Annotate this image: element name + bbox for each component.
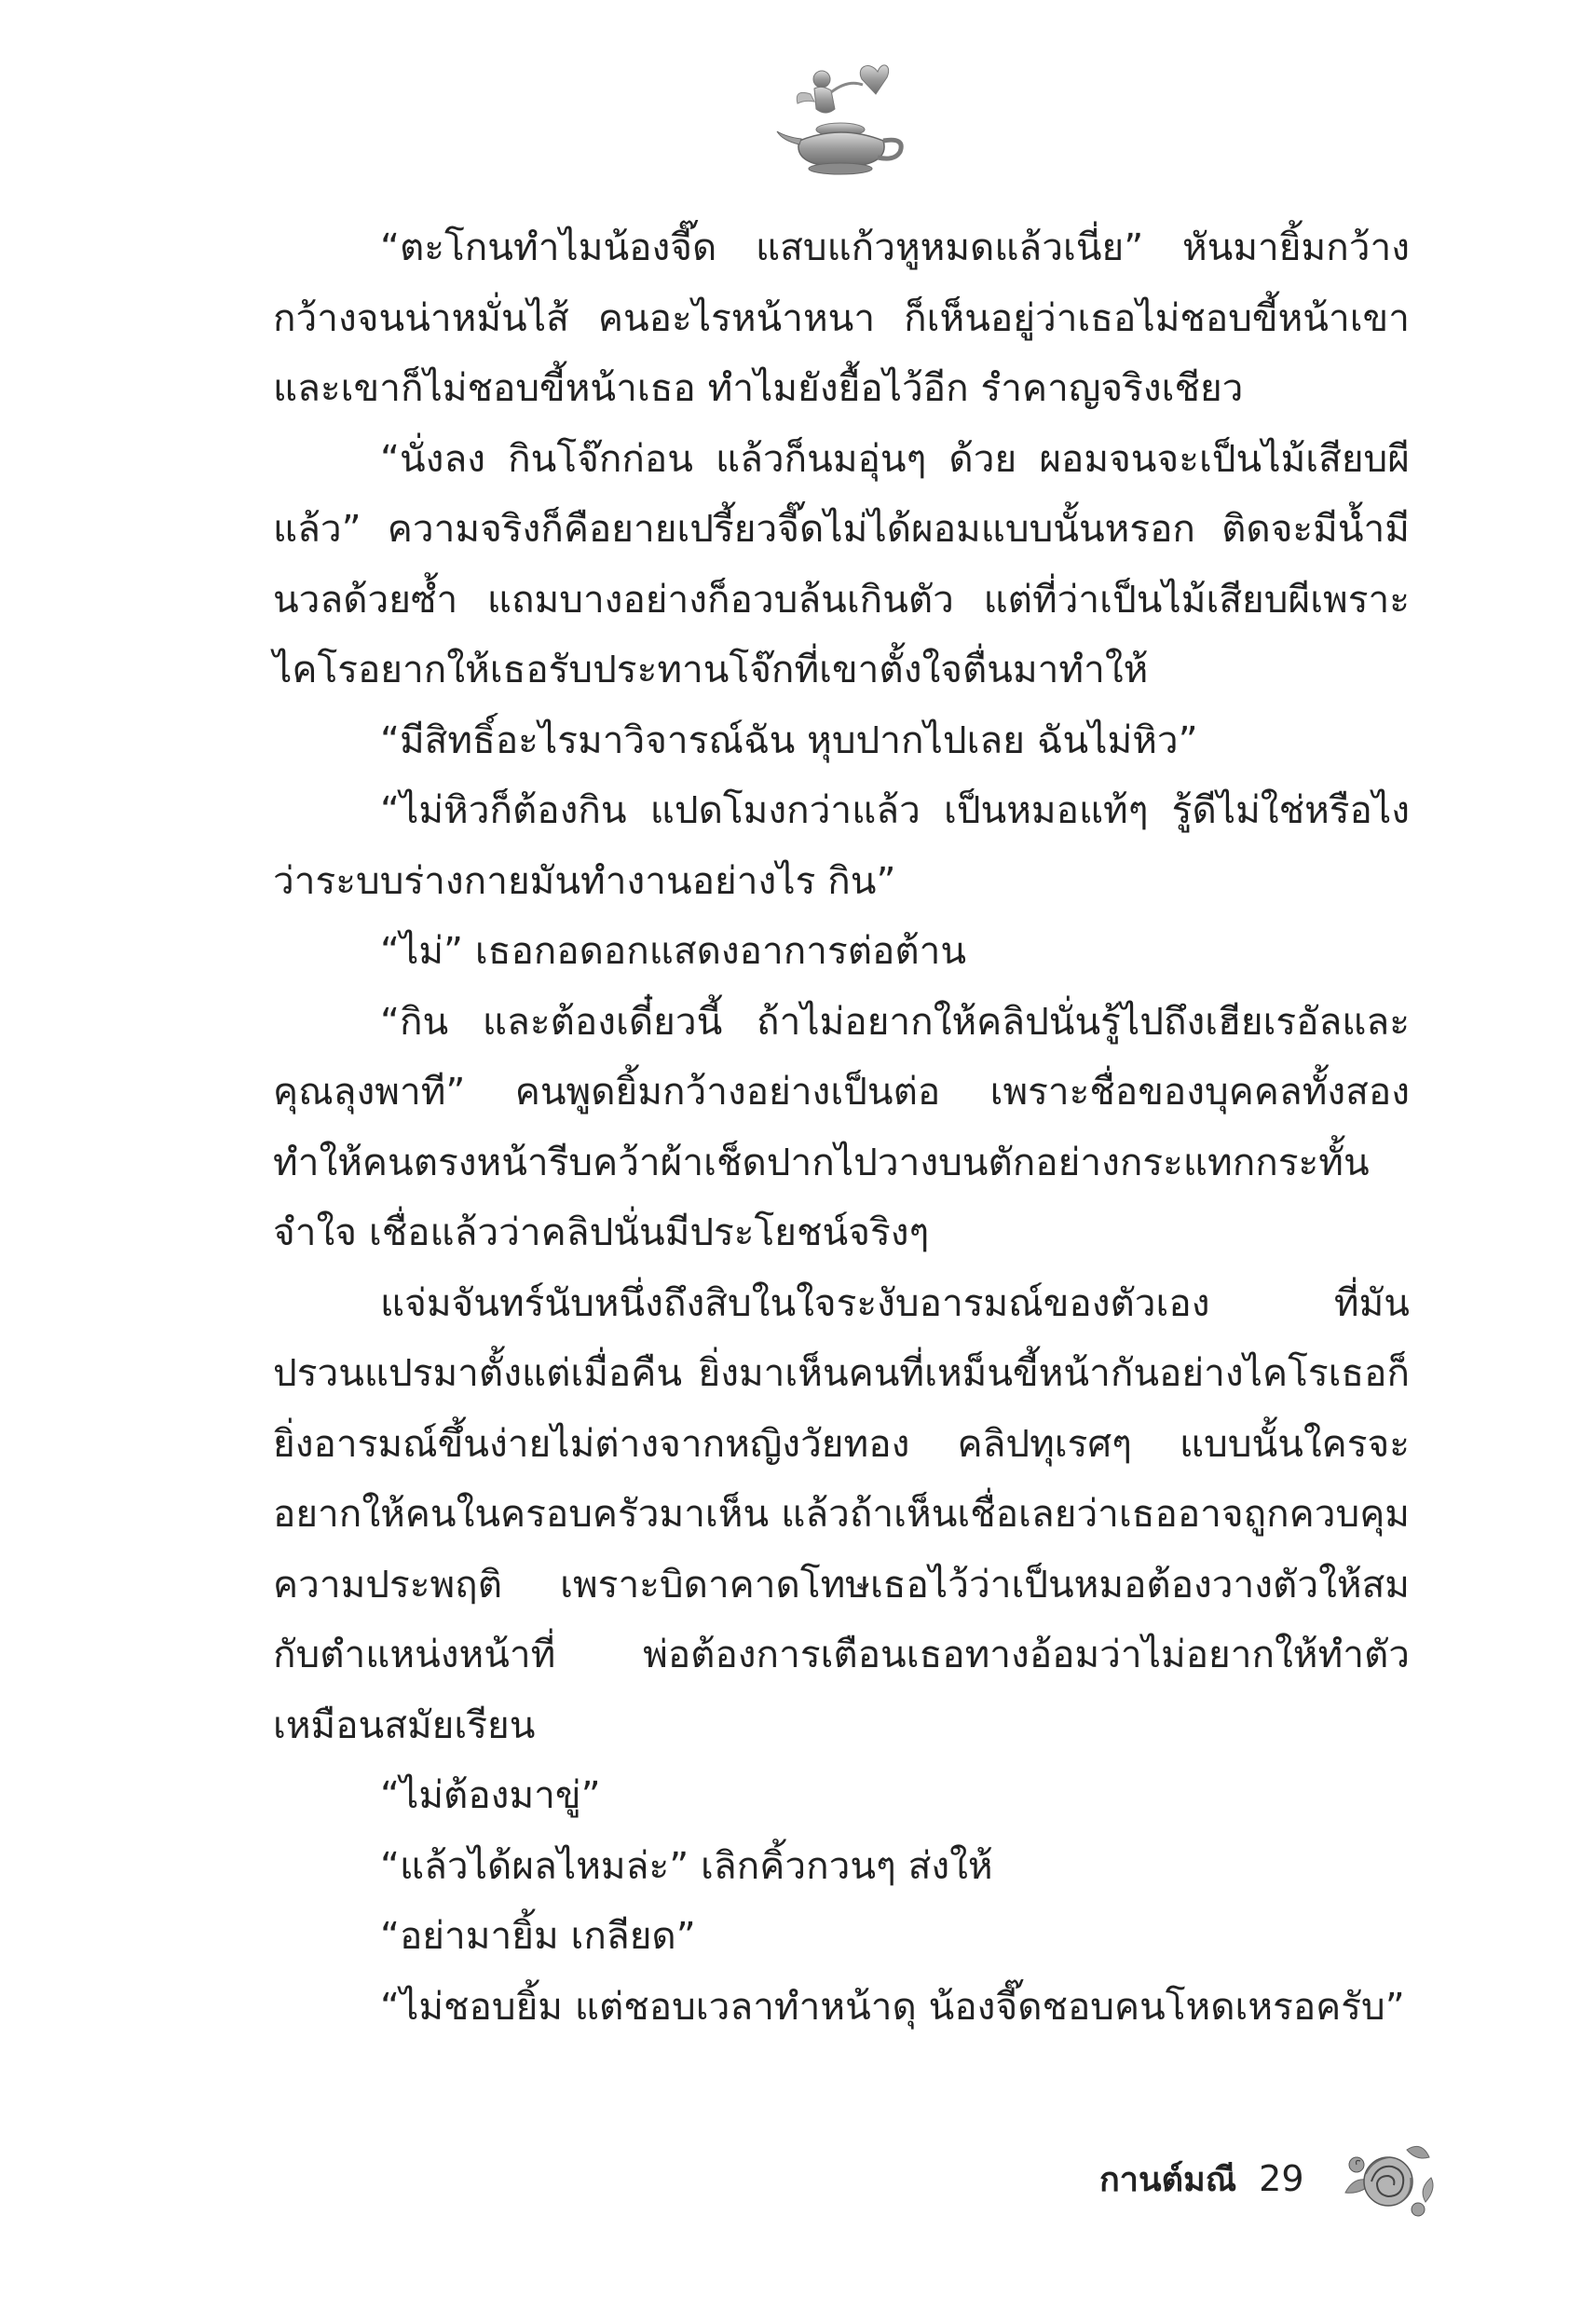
paragraph: “แล้วได้ผลไหมล่ะ” เลิกคิ้วกวนๆ ส่งให้ bbox=[380, 1842, 993, 1888]
paragraph: “นั่งลง กินโจ๊กก่อน แล้วก็นมอุ่นๆ ด้วย ผอมจนจะเป็นไม้เสียบผีแล้ว” ความจริงก็คือยายเปรี้ยวจี๊ดไม่ได้ผอมแบบนั้นหรอก ติดจะมีน้ำมีนวลด้วยซ้ำ แถมบางอย่างก็อวบล้นเกินตัว แต่ที่ว่าเป็นไม้เสียบผีเพราะไคโรอยากให้เธอรับประทานโจ๊กที่เขาตั้งใจตื่นมาทำให้ bbox=[273, 435, 1410, 691]
paragraph: “อย่ามายิ้ม เกลียด” bbox=[380, 1913, 696, 1958]
paragraph: แจ่มจันทร์นับหนึ่งถึงสิบในใจระงับอารมณ์ของตัวเอง ที่มันปรวนแปรมาตั้งแต่เมื่อคืน ยิ่งมาเห็นคนที่เหม็นขี้หน้ากันอย่างไคโรเธอก็ยิ่งอารมณ์ขึ้นง่ายไม่ต่างจากหญิงวัยทอง คลิปทุเรศๆ แบบนั้นใครจะอยากให้คนในครอบครัวมาเห็น แล้วถ้าเห็นเชื่อเลยว่าเธออาจถูกควบคุมความประพฤติ เพราะบิดาคาดโทษเธอไว้ว่าเป็นหมอต้องวางตัวให้สมกับตำแหน่งหน้าที่ พ่อต้องการเตือนเธอทางอ้อมว่าไม่อยากให้ทำตัวเหมือนสมัยเรียน bbox=[273, 1279, 1410, 1747]
page-footer bbox=[1099, 2151, 1440, 2207]
paragraph: “ไม่หิวก็ต้องกิน แปดโมงกว่าแล้ว เป็นหมอแท้ๆ รู้ดีไม่ใช่หรือไงว่าระบบร่างกายมันทำงานอย่างไร กิน” bbox=[273, 787, 1410, 903]
book-title: กานต์มณี bbox=[1099, 2160, 1237, 2199]
paragraph: “กิน และต้องเดี๋ยวนี้ ถ้าไม่อยากให้คลิปนั่นรู้ไปถึงเฮียเรอัลและคุณลุงพาที” คนพูดยิ้มกว้างอย่างเป็นต่อ เพราะชื่อของบุคคลทั้งสองทำให้คนตรงหน้ารีบคว้าผ้าเช็ดปากไปวางบนตักอย่างกระแทกกระทั้นจำใจ เชื่อแล้วว่าคลิปนั่นมีประโยชน์จริงๆ bbox=[273, 998, 1410, 1254]
paragraph: “ไม่ต้องมาขู่” bbox=[380, 1772, 601, 1817]
page-number: 29 bbox=[1259, 2158, 1304, 2199]
paragraph: “ตะโกนทำไมน้องจี๊ด แสบแก้วหูหมดแล้วเนี่ย” หันมายิ้มกว้างกว้างจนน่าหมั่นไส้ คนอะไรหน้าหนา ก็เห็นอยู่ว่าเธอไม่ชอบขี้หน้าเขาและเขาก็ไม่ชอบขี้หน้าเธอ ทำไมยังยื้อไว้อีก รำคาญจริงเชียว bbox=[273, 225, 1410, 410]
paragraph: “ไม่” เธอกอดอกแสดงอาการต่อต้าน bbox=[380, 928, 967, 973]
paragraph: “ไม่ชอบยิ้ม แต่ชอบเวลาทำหน้าดุ น้องจี๊ดชอบคนโหดเหรอครับ” bbox=[380, 1983, 1405, 2029]
teapot-lamp-ornament-icon bbox=[773, 51, 913, 177]
paragraph: “มีสิทธิ์อะไรมาวิจารณ์ฉัน หุบปากไปเลย ฉันไม่หิว” bbox=[380, 717, 1198, 762]
rose-flower-ornament-icon bbox=[1336, 2137, 1440, 2221]
body-text bbox=[273, 212, 1410, 2042]
